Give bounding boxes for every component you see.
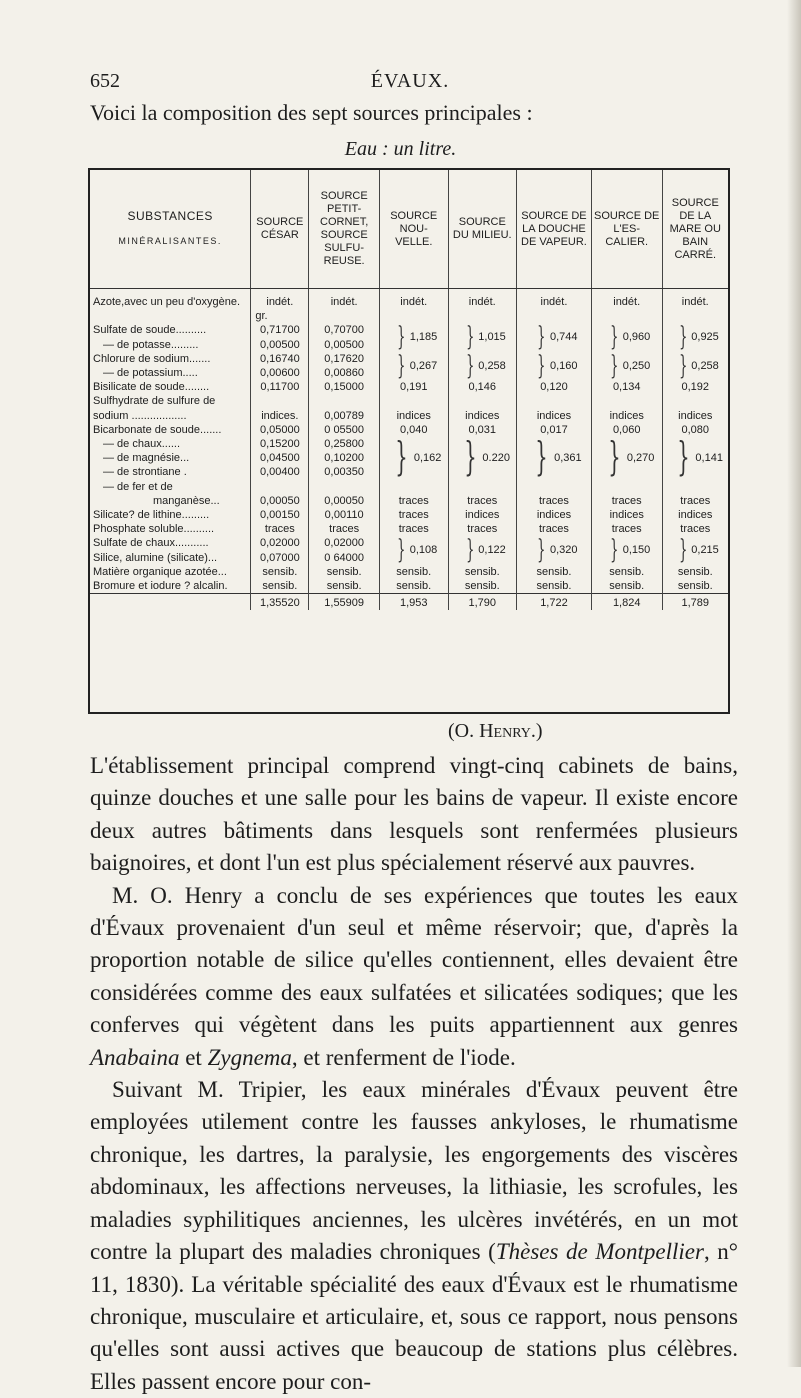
label-bicarbonate-strontiane: — de strontiane . <box>103 466 187 479</box>
cesar-value: 0,71700 <box>259 324 300 337</box>
milieu-value <box>451 565 515 579</box>
mare-value-text: 0,080 <box>681 423 710 436</box>
petit-cornet-blank <box>311 309 377 323</box>
mare-value <box>665 494 726 508</box>
escalier-value-text: sensib. <box>609 580 645 592</box>
mare-value <box>665 579 726 593</box>
label-phosphate: Phosphate soluble.......... <box>93 523 215 536</box>
brace-icon: } <box>676 435 690 480</box>
douche-value <box>519 579 589 593</box>
nouvelle-value-text: indices <box>396 409 431 422</box>
mare-value-text: traces <box>680 523 711 536</box>
mare-value-text: 0,925 <box>691 331 719 344</box>
column-nouvelle <box>379 289 448 594</box>
mare-value-text: 0,215 <box>691 544 719 557</box>
milieu-value <box>451 380 515 394</box>
milieu-value-text: 0,258 <box>478 359 506 372</box>
escalier-value <box>594 494 660 508</box>
milieu-value <box>451 437 515 480</box>
nouvelle-value-text: sensib. <box>396 565 432 578</box>
mare-value-text: 0,141 <box>695 452 723 465</box>
douche-value-text: indices <box>536 409 572 422</box>
escalier-value <box>594 522 660 536</box>
brace-icon: } <box>610 350 619 381</box>
escalier-value-text: 0,250 <box>622 359 651 372</box>
milieu-value-text: indices <box>465 509 500 521</box>
brace-icon: } <box>397 350 406 381</box>
douche-value <box>519 352 589 380</box>
nouvelle-value <box>382 323 446 351</box>
douche-value <box>519 494 589 508</box>
petit-cornet-value: 0,00860 <box>324 367 365 380</box>
douche-value-text: 0,017 <box>540 423 568 436</box>
mare-value <box>665 536 726 564</box>
label-sulfhydrate: Sulfhydrate de sulfure de <box>93 395 216 408</box>
cesar-value: 0,00400 <box>259 466 300 479</box>
escalier-value <box>594 409 660 423</box>
label-sulfate-soude: Sulfate de soude.......... <box>93 324 207 337</box>
cesar-value: 0,02000 <box>259 537 300 550</box>
douche-value <box>519 295 589 309</box>
milieu-value <box>451 508 515 522</box>
douche-value-text: indét. <box>540 296 568 308</box>
douche-value <box>519 565 589 579</box>
brace-icon: } <box>465 350 475 381</box>
milieu-value-text: 1,015 <box>478 331 506 344</box>
mare-value <box>665 409 726 423</box>
mare-value-text: indét. <box>681 296 709 308</box>
douche-value <box>519 380 589 394</box>
milieu-value-text: traces <box>467 494 498 507</box>
escalier-value <box>594 380 660 394</box>
escalier-value-text: 0,270 <box>626 452 655 465</box>
cesar-value: 0,00500 <box>259 338 300 351</box>
nouvelle-value-text: traces <box>398 523 429 536</box>
source-reference: (O. Henry.) <box>448 720 543 742</box>
douche-value <box>519 522 589 536</box>
brace-icon: } <box>397 535 406 566</box>
cesar-unit: gr. <box>255 310 268 323</box>
petit-cornet-value: 0,00789 <box>324 409 365 422</box>
escalier-value-text: 0,150 <box>622 544 651 557</box>
escalier-value-text: 0,134 <box>612 381 641 394</box>
label-blank <box>93 309 248 323</box>
label-bicarbonate-fer: — de fer et de <box>103 480 173 493</box>
mare-value <box>665 323 726 351</box>
nouvelle-value <box>382 565 446 579</box>
petit-cornet-value: sensib. <box>326 565 362 578</box>
douche-value-text: sensib. <box>536 565 572 578</box>
milieu-value-text: 0.220 <box>482 452 510 465</box>
header-substances <box>90 170 251 289</box>
nouvelle-value <box>382 423 446 437</box>
douche-value-text: 0,744 <box>549 331 578 344</box>
milieu-value-text: traces <box>467 523 498 536</box>
milieu-value-text: 0,146 <box>468 381 497 394</box>
column-douche <box>517 289 592 594</box>
label-bicarbonate-chaux: — de chaux...... <box>103 438 181 451</box>
escalier-value-text: traces <box>611 494 642 507</box>
brace-icon: } <box>463 435 477 480</box>
brace-icon: } <box>395 435 408 480</box>
brace-icon: } <box>535 435 548 480</box>
petit-cornet-value: 0,10200 <box>324 452 365 465</box>
petit-cornet-value: 0 64000 <box>324 551 365 564</box>
nouvelle-value-text: 0,267 <box>409 359 438 372</box>
column-escalier <box>591 289 662 594</box>
cesar-value: 0,15200 <box>259 438 300 451</box>
label-bisilicate: Bisilicate de soude........ <box>93 381 210 394</box>
milieu-value <box>451 536 515 564</box>
header-douche: SOURCE DE LA DOUCHE DE VAPEUR. <box>517 170 592 289</box>
douche-value-text: traces <box>538 523 569 536</box>
intro-sentence: Voici la composition des sept sources principales : <box>90 100 533 125</box>
escalier-value-text: indices <box>609 509 644 521</box>
brace-icon: } <box>537 322 546 353</box>
cesar-value: 0,04500 <box>259 452 300 465</box>
douche-value <box>519 423 589 437</box>
paragraph-2: M. O. Henry a conclu de ses expériences que toutes les eaux d'Évaux provenaient d'un seul et même réservoir; que, d'après la proportion notable de silice qu'elles contiennent, elles devaient être considérées comme des eaux sulfatées et silicatées sodiques; que les conferves qui végètent dans les puits appartiennent aux genres Anabaina et Zygnema, et renferment de l'iode. <box>90 882 738 1070</box>
nouvelle-value <box>382 494 446 508</box>
escalier-value <box>594 508 660 522</box>
cesar-value: indices. <box>261 409 299 422</box>
label-bromure: Bromure et iodure ? alcalin. <box>93 580 228 593</box>
body-text <box>90 750 738 1398</box>
milieu-value <box>451 352 515 380</box>
escalier-value <box>594 536 660 564</box>
nouvelle-value-text: 0,191 <box>399 381 428 394</box>
nouvelle-value-text: traces <box>398 509 429 521</box>
running-title: ÉVAUX. <box>370 70 450 92</box>
petit-cornet-value: indét. <box>330 296 358 308</box>
cesar-value: indét. <box>266 296 294 308</box>
label-manganese: manganèse... <box>153 494 220 507</box>
paragraph-3: Suivant M. Tripier, les eaux minérales d'Évaux peuvent être employées utilement contre les fausses ankyloses, le rhumatisme chronique, les dartres, la paralysie, les engorgements des viscères abdominaux, les affections nerveuses, la lithiasie, les scrofules, les maladies syphilitiques anciennes, les ulcères invétérés, en un mot contre la plupart des maladies chroniques (Thèses de Montpellier, n° 11, 1830). La véritable spécialité des eaux d'Évaux est le rhumatisme chronique, musculaire et articulaire, et, sous ce rapport, nous pensons qu'elles sont aussi actives que beaucoup de stations plus célèbres. Elles passent encore pour con- <box>90 1077 739 1394</box>
escalier-value <box>594 295 660 309</box>
petit-cornet-value: 0,25800 <box>324 438 365 451</box>
douche-value <box>519 409 589 423</box>
petit-cornet-value: 0 05500 <box>324 423 365 436</box>
mare-value <box>665 352 726 380</box>
nouvelle-value-text: indét. <box>400 296 428 308</box>
total-mare: 1,789 <box>662 594 728 611</box>
cesar-value: 0,00150 <box>259 509 300 522</box>
mare-value <box>665 508 726 522</box>
nouvelle-value-text: 1,185 <box>409 331 438 344</box>
header-nouvelle: SOURCE NOU-VELLE. <box>379 170 448 289</box>
column-milieu <box>448 289 517 594</box>
milieu-value-text: 0,122 <box>478 544 506 557</box>
label-bicarbonate-soude: Bicarbonate de soude....... <box>93 423 222 436</box>
label-sulfate-potasse: — de potasse......... <box>103 338 199 351</box>
nouvelle-value <box>382 380 446 394</box>
brace-icon: } <box>608 435 621 480</box>
cesar-value: 0,00600 <box>259 367 300 380</box>
label-chlorure-potassium: — de potassium..... <box>103 367 198 380</box>
cesar-value: 0,16740 <box>259 352 300 365</box>
milieu-value <box>451 522 515 536</box>
douche-value-text: 0,160 <box>549 359 578 372</box>
header-substances-subtitle: MINÉRALISANTES. <box>118 236 222 246</box>
milieu-value-text: indét. <box>468 296 496 308</box>
header-substances-title: SUBSTANCES <box>127 209 213 223</box>
nouvelle-value <box>382 579 446 593</box>
escalier-value <box>594 579 660 593</box>
cesar-blank <box>253 480 306 494</box>
mare-value-text: indices <box>678 509 713 521</box>
douche-value <box>519 508 589 522</box>
total-escalier: 1,824 <box>591 594 662 611</box>
header-petit-cornet: SOURCE PETIT-CORNET, SOURCE SULFU-REUSE. <box>309 170 380 289</box>
douche-value-text: indices <box>536 509 572 521</box>
nouvelle-value <box>382 295 446 309</box>
mare-value-text: 0,258 <box>691 359 719 372</box>
escalier-value-text: sensib. <box>609 565 645 578</box>
substance-labels <box>90 289 251 594</box>
petit-cornet-value: sensib. <box>326 580 362 593</box>
escalier-value <box>594 323 660 351</box>
brace-icon: } <box>678 322 688 353</box>
brace-icon: } <box>537 350 546 381</box>
mare-value-text: 0,192 <box>681 381 710 394</box>
nouvelle-value <box>382 522 446 536</box>
mare-value <box>665 522 726 536</box>
label-matiere-organique: Matière organique azotée... <box>93 565 227 578</box>
escalier-value-text: indét. <box>613 296 641 308</box>
page-edge-shadow <box>787 0 801 1367</box>
cesar-value: sensib. <box>262 580 298 593</box>
header-milieu: SOURCE DU MILIEU. <box>448 170 517 289</box>
milieu-value <box>451 409 515 423</box>
nouvelle-value-text: sensib. <box>396 580 432 592</box>
cesar-value: traces <box>264 523 295 536</box>
paragraph-1: L'établissement principal comprend vingt-cinq cabinets de bains, quinze douches et une salle pour les bains de vapeur. Il existe encore deux autres bâtiments dans lesquels sont renfermées plusieurs baignoires, et dont l'un est plus spécialement réservé aux pauvres. <box>90 753 738 876</box>
nouvelle-value <box>382 352 446 380</box>
petit-cornet-value: 0,15000 <box>324 381 365 394</box>
column-mare <box>662 289 728 594</box>
brace-icon: } <box>610 535 619 566</box>
escalier-value <box>594 423 660 437</box>
mare-value <box>665 565 726 579</box>
label-sulfhydrate-sodium: sodium .................. <box>93 409 187 422</box>
nouvelle-value <box>382 536 446 564</box>
douche-value-text: 0,320 <box>549 544 578 557</box>
escalier-value <box>594 352 660 380</box>
table-body-row <box>90 289 728 594</box>
nouvelle-value <box>382 437 446 480</box>
milieu-value <box>451 579 515 593</box>
douche-value <box>519 323 589 351</box>
milieu-value-text: indices <box>465 409 500 422</box>
petit-cornet-value: 0,00500 <box>324 338 365 351</box>
petit-cornet-blank <box>311 480 377 494</box>
total-milieu: 1,790 <box>448 594 517 611</box>
column-cesar <box>251 289 309 594</box>
petit-cornet-value: 0,00110 <box>324 509 364 522</box>
mare-value <box>665 380 726 394</box>
cesar-value: 0,05000 <box>259 423 300 436</box>
nouvelle-value-text: 0,108 <box>409 544 438 557</box>
milieu-value-text: sensib. <box>464 565 500 578</box>
header-escalier: SOURCE DE L'ES-CALIER. <box>591 170 662 289</box>
label-bicarbonate-magnesie: — de magnésie... <box>103 452 190 465</box>
header-mare: SOURCE DE LA MARE OU BAIN CARRÉ. <box>662 170 728 289</box>
milieu-value <box>451 323 515 351</box>
total-douche: 1,722 <box>517 594 592 611</box>
douche-value <box>519 437 589 480</box>
cesar-value: sensib. <box>262 565 298 578</box>
label-chlorure-sodium: Chlorure de sodium....... <box>93 352 211 365</box>
milieu-value <box>451 423 515 437</box>
column-petit-cornet <box>309 289 380 594</box>
cesar-blank <box>253 394 306 408</box>
milieu-value-text: 0,031 <box>468 423 497 436</box>
petit-cornet-value: 0,02000 <box>324 537 365 550</box>
escalier-value-text: traces <box>611 523 642 536</box>
label-sulfate-chaux: Sulfate de chaux........... <box>93 537 209 550</box>
milieu-value <box>451 494 515 508</box>
brace-icon: } <box>465 535 475 566</box>
nouvelle-value <box>382 409 446 423</box>
escalier-value-text: indices <box>609 409 644 422</box>
escalier-value <box>594 437 660 480</box>
milieu-value <box>451 295 515 309</box>
totals-label-cell <box>90 594 251 611</box>
brace-icon: } <box>537 535 546 566</box>
douche-value-text: sensib. <box>536 580 572 592</box>
label-silicate-lithine: Silicate? de lithine......... <box>93 509 210 522</box>
petit-cornet-blank <box>311 394 377 408</box>
total-cesar: 1,35520 <box>251 594 309 611</box>
cesar-value: 0,07000 <box>259 551 300 564</box>
douche-value <box>519 536 589 564</box>
mare-value-text: indices <box>678 409 713 422</box>
label-azote: Azote,avec un peu d'oxygène. <box>93 296 241 308</box>
total-petit-cornet: 1,55909 <box>309 594 380 611</box>
composition-table <box>88 168 730 714</box>
douche-value-text: traces <box>538 494 569 507</box>
escalier-value <box>594 565 660 579</box>
petit-cornet-value: traces <box>329 523 360 536</box>
nouvelle-value-text: 0,040 <box>399 423 428 436</box>
brace-icon: } <box>465 322 475 353</box>
nouvelle-value-text: traces <box>398 494 429 507</box>
cesar-value: 0,00050 <box>259 494 300 507</box>
milieu-value-text: sensib. <box>464 580 500 592</box>
petit-cornet-value: 0,00350 <box>324 466 365 479</box>
mare-value-text: sensib. <box>677 580 713 592</box>
douche-value-text: 0,361 <box>554 452 582 465</box>
mare-value <box>665 437 726 480</box>
page-number: 652 <box>90 70 120 92</box>
total-nouvelle: 1,953 <box>379 594 448 611</box>
page-header <box>90 70 730 96</box>
douche-value-text: 0,120 <box>540 381 568 394</box>
petit-cornet-value: 0,00050 <box>324 494 365 507</box>
petit-cornet-value: 0,17620 <box>324 352 365 365</box>
petit-cornet-value: 0,70700 <box>324 324 365 337</box>
mare-value <box>665 295 726 309</box>
table-caption: Eau : un litre. <box>344 138 457 160</box>
brace-icon: } <box>678 350 688 381</box>
escalier-value-text: 0,060 <box>612 423 641 436</box>
mare-value-text: traces <box>680 494 711 507</box>
brace-icon: } <box>610 322 619 353</box>
mare-value-text: sensib. <box>677 565 713 578</box>
table-header-row <box>90 170 728 289</box>
brace-icon: } <box>397 322 406 353</box>
mare-value <box>665 423 726 437</box>
header-cesar: SOURCE CÉSAR <box>251 170 309 289</box>
escalier-value-text: 0,960 <box>622 331 651 344</box>
label-silice: Silice, alumine (silicate)... <box>93 551 218 564</box>
totals-row <box>90 594 728 611</box>
cesar-value: 0,11700 <box>260 381 300 394</box>
nouvelle-value-text: 0,162 <box>413 452 442 465</box>
nouvelle-value <box>382 508 446 522</box>
brace-icon: } <box>678 535 688 566</box>
